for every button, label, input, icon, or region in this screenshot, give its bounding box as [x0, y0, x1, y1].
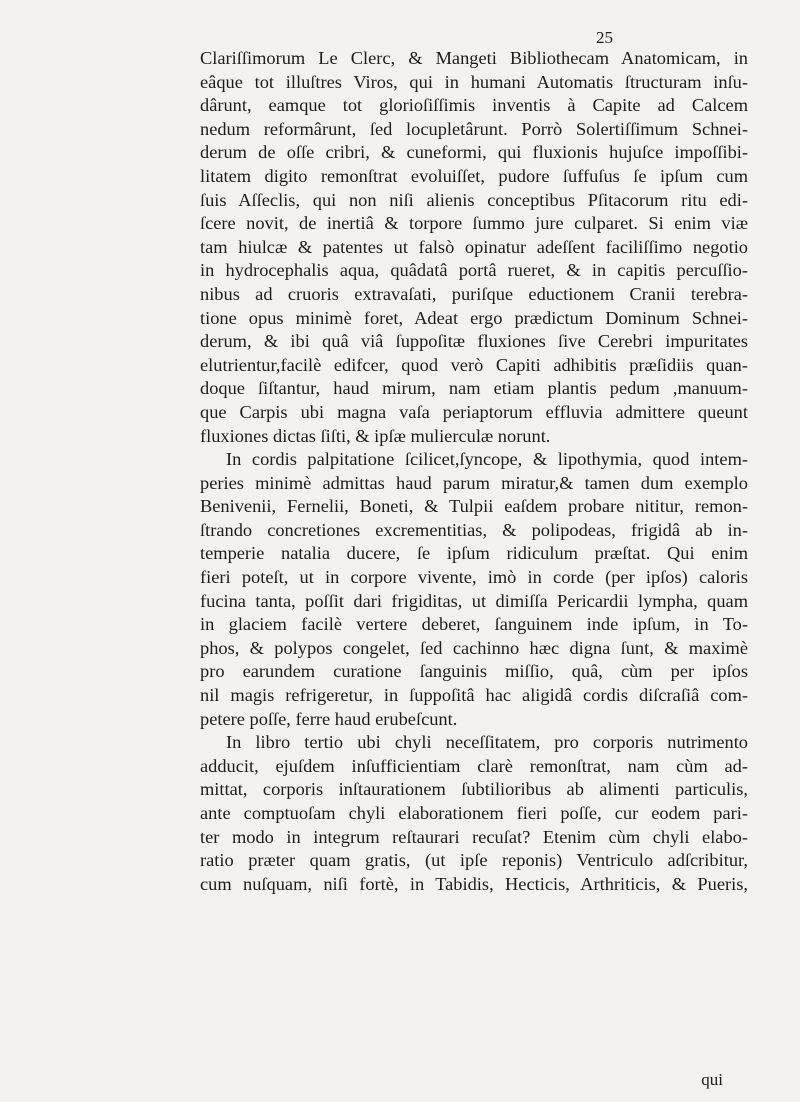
text-line: fieri poteſt, ut in corpore vivente, imò in corde (per ipſos) caloris [200, 567, 748, 588]
text-line: in hydrocephalis aqua, quâdatâ portâ rueret, & in capitis percuſſio- [200, 260, 748, 281]
text-line: ſtrando concretiones excrementitias, & polipodeas, frigidâ ab in- [200, 519, 748, 540]
text-line: In libro tertio ubi chyli neceſſitatem, pro corporis nutrimento [226, 732, 748, 753]
text-line: pro earundem curatione ſanguinis miſſio, quâ, cùm per ipſos [200, 661, 748, 682]
text-line: petere poſſe, ferre haud erubeſcunt. [200, 708, 458, 729]
text-line: doque ſiſtantur, haud mirum, nam etiam plantis pedum ,manuum- [200, 378, 748, 399]
catchword: qui [701, 1070, 723, 1089]
text-line: ante comptuoſam chyli elaborationem fieri poſſe, cur eodem pari- [200, 803, 748, 823]
text-line: in glaciem facilè vertere deberet, ſanguinem inde ipſum, in To- [200, 614, 748, 635]
text-line: tam hiulcæ & patentes ut falsò opinatur adeſſent faciliſſimo negotio [200, 236, 748, 257]
text-line: nedum reformârunt, ſed locupletârunt. Porrò Solertiſſimum Schnei- [200, 118, 748, 139]
text-line: derum, & ibi quâ viâ ſuppoſitæ fluxiones ſive Cerebri impuritates [200, 331, 748, 352]
text-line: In cordis palpitatione ſcilicet,ſyncope, & lipothymia, quod intem- [226, 449, 748, 470]
text-line: fluxiones dictas ſiſti, & ipſæ mulierculæ norunt. [200, 425, 551, 446]
body-text [200, 47, 748, 896]
text-line: fucina tanta, poſſit dari frigiditas, ut dimiſſa Pericardii lympha, quam [200, 590, 748, 611]
text-line: mittat, corporis inſtaurationem ſubtilioribus ab alimenti particulis, [200, 779, 748, 800]
text-line: nil magis refrigeretur, in ſuppoſitâ hac aligidâ cordis diſcraſiâ com- [200, 685, 748, 706]
text-line: litatem digito remonſtrat evoluiſſet, pudore ſuffuſus ſe ipſum cum [200, 165, 748, 186]
text-line: ter modo in integrum reſtaurari recuſat? Etenim cùm chyli elabo- [200, 826, 748, 847]
text-line: que Carpis ubi magna vaſa periaptorum effluvia admittere queunt [200, 401, 748, 422]
text-line: phos, & polypos congelet, ſed cachinno hæc digna ſunt, & maximè [200, 637, 748, 658]
text-line: elutrientur,facilè edifcer, quod verò Capiti adhibitis præſidiis quan- [200, 354, 748, 375]
text-line: adducit, ejuſdem inſufficientiam clarè remonſtrat, nam cùm ad- [200, 755, 748, 776]
text-line: peries minimè admittas haud parum miratur,& tamen dum exemplo [200, 472, 748, 493]
text-line: temperie natalia ducere, ſe ipſum ridiculum præſtat. Qui enim [200, 543, 748, 564]
text-line: ſuis Aſſeclis, qui non niſi alienis conceptibus Pſitacorum ritu edi- [200, 189, 748, 210]
text-line: Benivenii, Fernelii, Boneti, & Tulpii eaſdem probare nititur, remon- [200, 496, 748, 517]
text-line: dârunt, eamque tot glorioſiſſimis inventis à Capite ad Calcem [200, 95, 748, 116]
text-line: cum nuſquam, niſi fortè, in Tabidis, Hecticis, Arthriticis, & Pueris, [200, 873, 748, 894]
text-line: tione opus minimè foret, Adeat ergo prædictum Dominum Schnei- [200, 307, 748, 328]
text-line: eâque tot illuſtres Viros, qui in humani Automatis ſtructuram inſu- [200, 71, 748, 92]
text-line: ſcere novit, de inertiâ & torpore ſummo jure culparet. Si enim viæ [200, 213, 748, 234]
text-line: Clariſſimorum Le Clerc, & Mangeti Bibliothecam Anatomicam, in [200, 48, 748, 68]
text-line: derum de oſſe cribri, & cuneformi, qui fluxionis hujuſce impoſſibi- [200, 142, 748, 163]
page-number: 25 [596, 28, 613, 47]
text-line: ratio præter quam gratis, (ut ipſe reponis) Ventriculo adſcribitur, [200, 850, 748, 871]
text-line: nibus ad cruoris extravaſati, puriſque eductionem Cranii terebra- [200, 283, 748, 304]
